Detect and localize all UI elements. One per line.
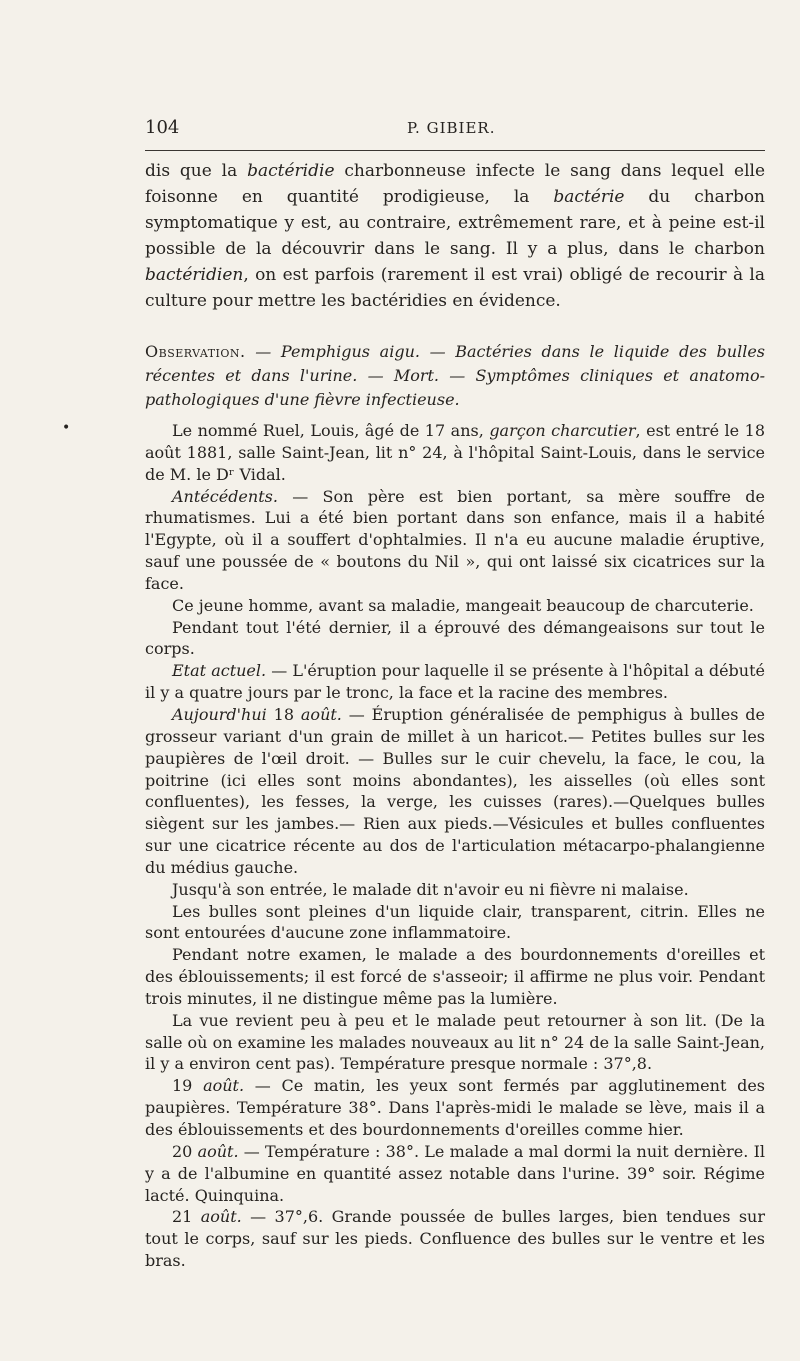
- case-paragraph: Jusqu'à son entrée, le malade dit n'avoir eu ni fièvre ni malaise.: [172, 879, 689, 899]
- running-head: P. GIBIER.: [407, 119, 496, 137]
- case-paragraph: La vue revient peu à peu et le malade peut retourner à son lit. (De la salle où on examine les malades nouveaux au lit n° 24 de la salle Saint-Jean, il y a environ cent pas). Température presque normale : 37°,8.: [145, 1010, 765, 1074]
- page-header: [145, 117, 765, 139]
- text-run: , on est parfois (rarement il est vrai) obligé de recourir à la culture pour mettre les bactéridies en évidence.: [145, 265, 765, 311]
- text-run: charbonneuse infecte le sang dans lequel elle foisonne en quantité prodigieuse, la: [145, 161, 765, 207]
- case-paragraph: Aujourd'hui 18 août. — Éruption généralisée de pemphigus à bulles de grosseur variant d'un grain de millet à un haricot.— Petites bulles sur les paupières de l'œil droit. — Bulles sur le cuir chevelu, la face, le cou, la poitrine (ici elles sont moins abondantes), les aisselles (où elles sont confluentes), les fesses, la verge, les cuisses (rares).—Quelques bulles siègent sur les jambes.— Rien aux pieds.—Vésicules et bulles confluentes sur une cicatrice récente au dos de l'articulation métacarpo-phalangienne du médius gauche.: [145, 704, 766, 877]
- margin-mark: •: [62, 420, 71, 436]
- italic-term: bactéridie: [247, 161, 335, 181]
- case-report: [145, 420, 765, 1272]
- case-paragraph: Pendant notre examen, le malade a des bourdonnements d'oreilles et des éblouissements; il est forcé de s'asseoir; il affirme ne plus voir. Pendant trois minutes, il ne distingue même pas la lumière.: [145, 945, 765, 1008]
- case-paragraph: Le nommé Ruel, Louis, âgé de 17 ans, garçon charcutier, est entré le 18 août 1881, salle Saint-Jean, lit n° 24, à l'hôpital Saint-Louis, dans le service de M. le Dʳ Vidal.: [145, 421, 765, 484]
- observation-label: Observation.: [145, 342, 246, 361]
- case-paragraph: Ce jeune homme, avant sa maladie, mangeait beaucoup de charcuterie.: [172, 595, 754, 615]
- text-run: du charbon symptomatique y est, au contraire, extrêmement rare, et à peine est-il possible de la découvrir dans le sang. Il y a plus, dans le charbon: [145, 187, 766, 259]
- observation-title: — Pemphigus aigu. — Bactéries dans le liquide des bulles récentes et dans l'urine. — Mort. — Symptômes cliniques et anatomo-pathologiques d'une fièvre infectieuse.: [145, 342, 765, 409]
- observation-heading: [145, 340, 765, 412]
- italic-term: bactérie: [553, 187, 625, 207]
- case-paragraph: Etat actuel. — L'éruption pour laquelle il se présente à l'hôpital a débuté il y a quatre jours par le tronc, la face et la racine des membres.: [145, 661, 766, 703]
- italic-term: bactéridien: [145, 265, 244, 285]
- case-paragraph: 20 août. — Température : 38°. Le malade a mal dormi la nuit dernière. Il y a de l'albumine en quantité assez notable dans l'urine. 39° soir. Régime lacté. Quinquina.: [145, 1141, 766, 1205]
- case-paragraph: Les bulles sont pleines d'un liquide clair, transparent, citrin. Elles ne sont entourées d'aucune zone inflammatoire.: [145, 901, 765, 943]
- case-paragraph: 19 août. — Ce matin, les yeux sont fermés par agglutinement des paupières. Température 38°. Dans l'après-midi le malade se lève, mais il a des éblouissements et des bourdonnements d'oreilles comme hier.: [145, 1076, 765, 1139]
- text-run: dis que la: [145, 161, 248, 181]
- case-paragraph: 21 août. — 37°,6. Grande poussée de bulles larges, bien tendues sur tout le corps, sauf sur les pieds. Confluence des bulles sur le ventre et les bras.: [145, 1207, 765, 1271]
- case-paragraph: Pendant tout l'été dernier, il a éprouvé des démangeaisons sur tout le corps.: [145, 617, 765, 659]
- header-rule: [145, 150, 765, 151]
- case-paragraph: Antécédents. — Son père est bien portant, sa mère souffre de rhumatismes. Lui a été bien portant dans son enfance, mais il a habité l'Egypte, où il a souffert d'ophtalmies. Il n'a eu aucune maladie éruptive, sauf une poussée de « boutons du Nil », qui ont laissé six cicatrices sur la face.: [145, 486, 765, 593]
- intro-paragraph: [145, 158, 765, 314]
- page-number: 104: [145, 117, 180, 138]
